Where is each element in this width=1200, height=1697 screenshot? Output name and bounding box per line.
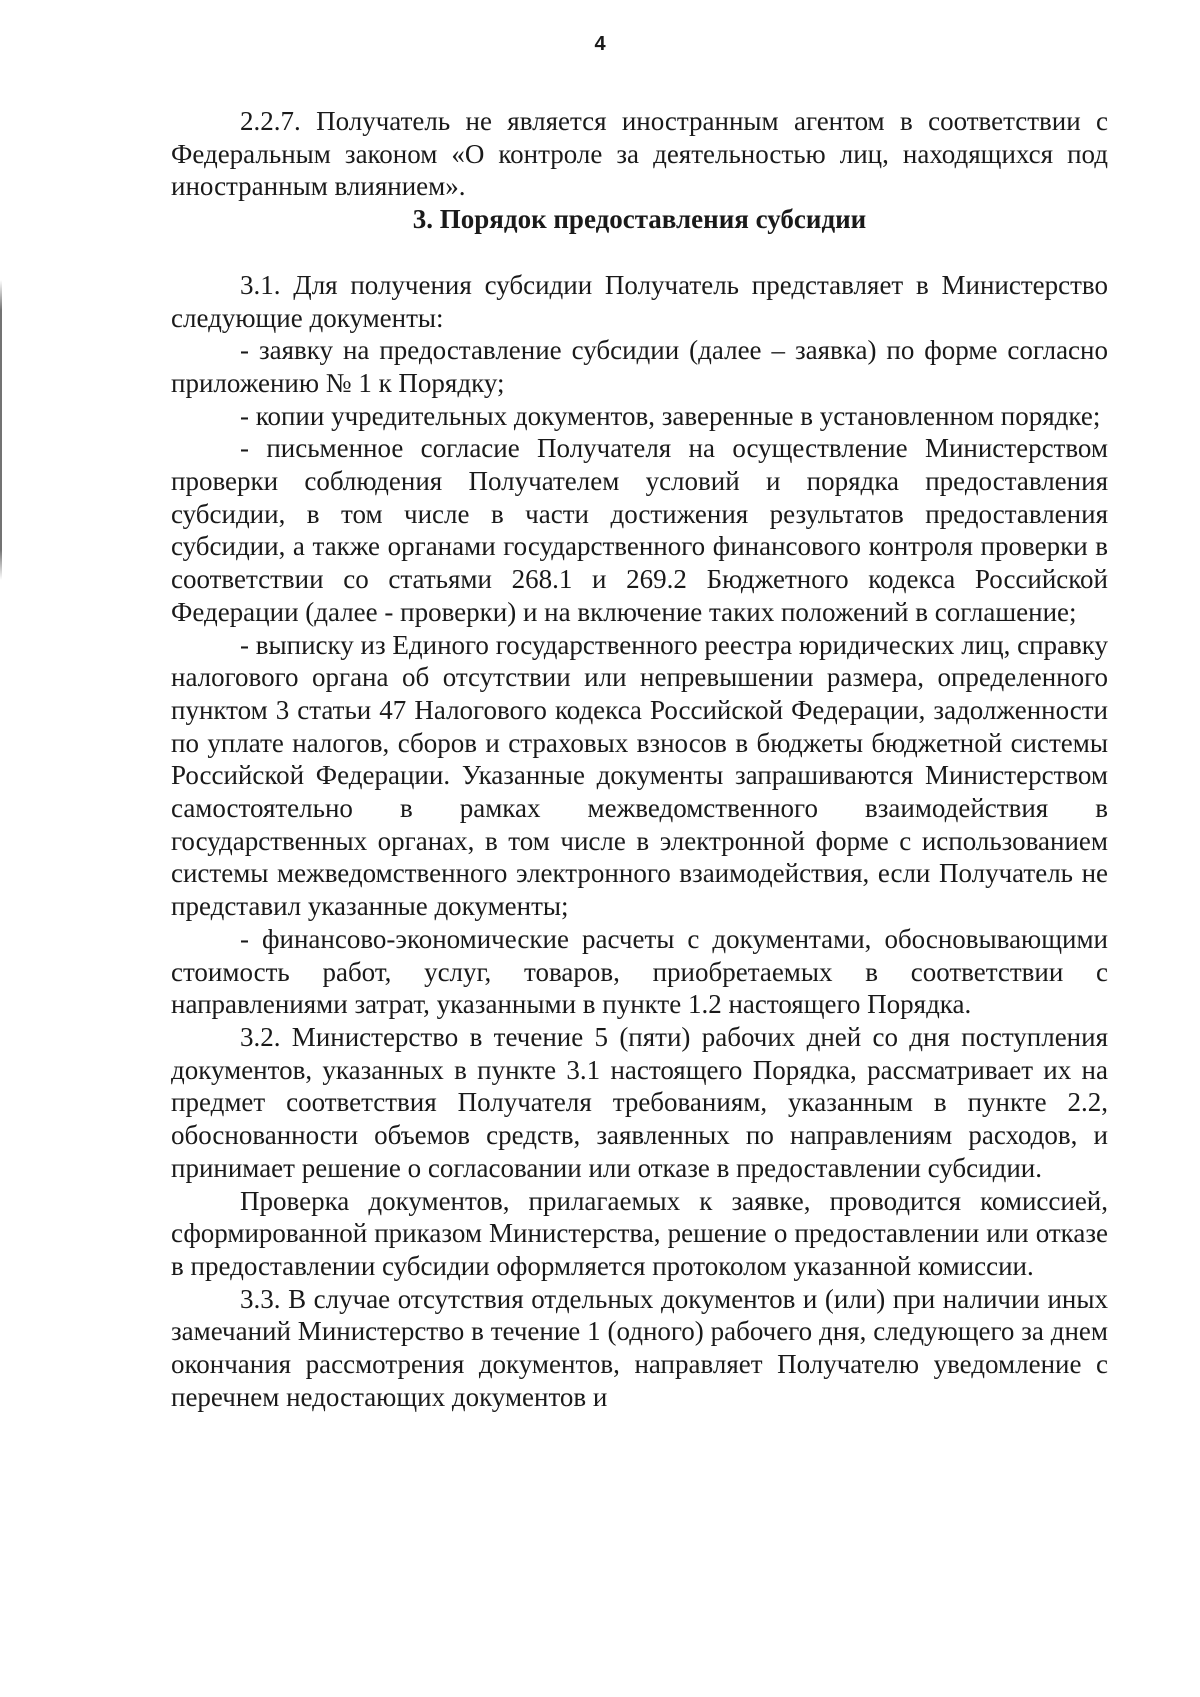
paragraph-3-2: 3.2. Министерство в течение 5 (пяти) рабочих дней со дня поступления документов, указанных в пункте 3.1 настоящего Порядка, рассматривает их на предмет соответствия Получателя требованиям, указанным в пункте 2.2, обоснованности объемов средств, заявленных по направлениям расходов, и принимает решение о согласовании или отказе в предоставлении субсидии. — [171, 1021, 1108, 1183]
list-item-founding-documents: - копии учредительных документов, заверенные в установленном порядке; — [240, 400, 1101, 431]
list-item-financial-calculations: - финансово-экономические расчеты с документами, обосновывающими стоимость работ, услуг, товаров, приобретаемых в соответствии с направлениями затрат, указанными в пункте 1.2 настоящего Порядка. — [171, 923, 1108, 1020]
paragraph-3-1: 3.1. Для получения субсидии Получатель представляет в Министерство следующие документы: — [171, 269, 1108, 333]
paragraph-document-check: Проверка документов, прилагаемых к заявке, проводится комиссией, сформированной приказом Министерства, решение о предоставлении или отказе в предоставлении субсидии оформляется протоколом указанной комиссии. — [171, 1185, 1108, 1281]
list-item-application: - заявку на предоставление субсидии (далее – заявка) по форме согласно приложению № 1 к Порядку; — [171, 335, 1108, 398]
list-item-written-consent: - письменное согласие Получателя на осуществление Министерством проверки соблюдения Получателем условий и порядка предоставления субсидии, в том числе в части достижения результатов предоставления субсидии, а также органами государственного финансового контроля проверки в соответствии со статьями 268.1 и 269.2 Бюджетного кодекса Российской Федерации (далее - проверки) и на включение таких положений в соглашение; — [171, 433, 1108, 627]
section-heading: 3. Порядок предоставления субсидии — [412, 204, 867, 235]
paragraph-3-3: 3.3. В случае отсутствия отдельных документов и (или) при наличии иных замечаний Министерство в течение 1 (одного) рабочего дня, следующего за днем окончания рассмотрения документов, направляет Получателю уведомление с перечнем недостающих документов и — [171, 1283, 1108, 1412]
document-body — [171, 105, 1108, 1413]
list-item-registry-extract: - выписку из Единого государственного реестра юридических лиц, справку налогового органа об отсутствии или непревышении размера, определенного пунктом 3 статьи 47 Налогового кодекса Российской Федерации, задолженности по уплате налогов, сборов и страховых взносов в бюджеты бюджетной системы Российской Федерации. Указанные документы запрашиваются Министерством самостоятельно в рамках межведомственного взаимодействия в государственных органах, в том числе в электронной форме с использованием системы межведомственного электронного взаимодействия, если Получатель не представил указанные документы; — [171, 629, 1108, 922]
paragraph-2-2-7: 2.2.7. Получатель не является иностранным агентом в соответствии с Федеральным законом «О контроле за деятельностью лиц, находящихся под иностранным влиянием». — [171, 106, 1108, 202]
page-number: 4 — [594, 33, 606, 55]
scan-edge-mark — [0, 280, 2, 580]
